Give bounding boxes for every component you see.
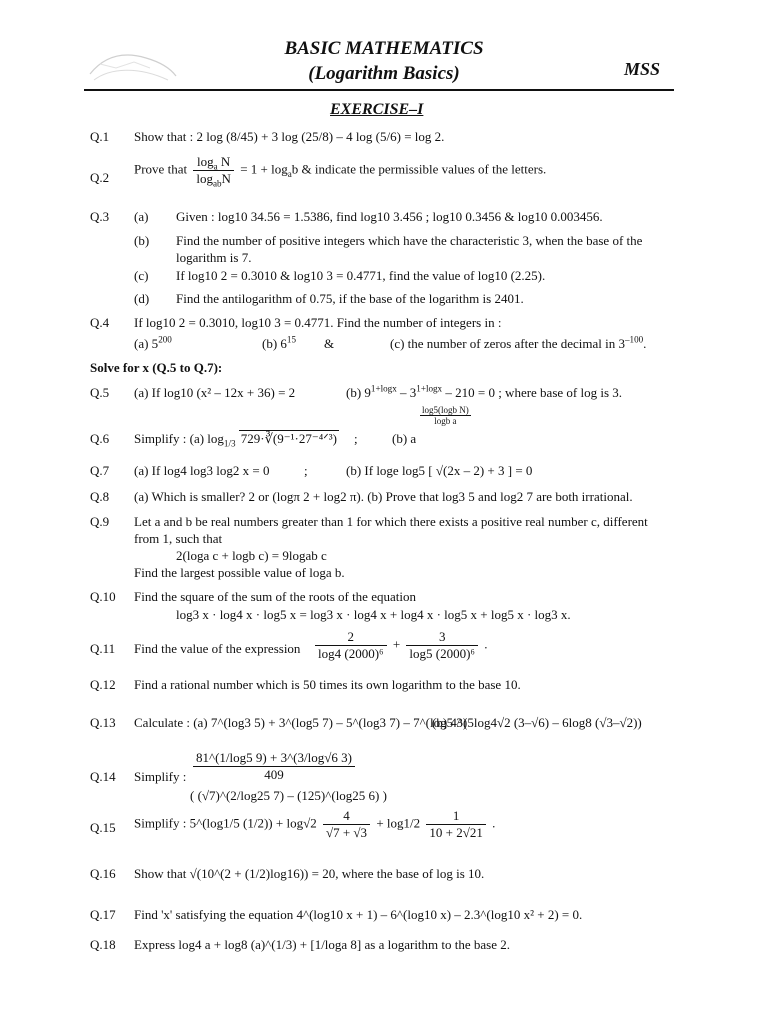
part-b: (b) a [392, 431, 417, 446]
question-label: Q.17 [90, 907, 116, 922]
question-label: Q.13 [90, 715, 116, 730]
part-a: (a) If log10 (x² – 12x + 36) = 2 [134, 385, 296, 400]
part-a: Calculate : (a) 7^(log3 5) + 3^(log5 7) – 5^(log3 7) – 7^(log5 3) [134, 715, 468, 730]
part-a: (a) $5^{200}$ [134, 334, 172, 351]
question-text: Show that √(10^(2 + (1/2)log16)) = 20, where the base of log is 10. [134, 866, 485, 881]
part-a: (a) If log4 log3 log2 x = 0 [134, 463, 270, 478]
question-text: (a) Which is smaller? 2 or (logπ 2 + log2 π). (b) Prove that log3 5 and log2 7 are both irrational. [134, 489, 633, 504]
question-label: Q.5 [90, 385, 110, 400]
question-label: Q.4 [90, 315, 110, 330]
question-text: Find 'x' satisfying the equation 4^(log10 x + 1) – 6^(log10 x) – 2.3^(log10 x² + 2) = 0. [134, 907, 583, 922]
question-text-line4: Find the largest possible value of loga b. [134, 565, 345, 580]
brand-mark: MSS [624, 59, 661, 79]
question-label: Q.14 [90, 769, 116, 784]
part-text: If log10 2 = 0.3010 & log10 3 = 0.4771, find the value of log10 (2.25). [176, 268, 546, 283]
question-label: Q.12 [90, 677, 116, 692]
question-label: Q.3 [90, 209, 110, 224]
question-label: Q.11 [90, 641, 116, 656]
question-label: Q.7 [90, 463, 110, 478]
question-text: Show that : 2 log (8/45) + 3 log (25/8) – 4 log (5/6) = log 2. [134, 129, 445, 144]
bracket-expression: ( (√7)^(2/log25 7) – (125)^(log25 6) ) [190, 788, 387, 803]
question-text: Express log4 a + log8 (a)^(1/3) + [1/loga 8] as a logarithm to the base 2. [134, 937, 511, 952]
question-label: Q.18 [90, 937, 116, 952]
part-b: (b) 4^(5log4√2 (3–√6) – 6log8 (√3–√2)) [432, 715, 642, 730]
question-label: Q.8 [90, 489, 110, 504]
fraction: $\frac{81\^{}(1/\log 5 9) + 3\^{}(3/\log√6 3)}{409}$ [190, 750, 358, 783]
question-text-line1: Let a and b be real numbers greater than 1 for which there exists a positive real number c, different [134, 514, 648, 529]
header-title-line1: BASIC MATHEMATICS [284, 38, 484, 59]
expression: $\frac{2}{\text{log4 (2000)⁶}}$ + $\frac{3}{\text{log5 (2000)⁶}}$ . [312, 629, 487, 662]
part-text: Find the number of positive integers which have the characteristic 3, when the base of the [176, 233, 643, 248]
part-text: Find the antilogarithm of 0.75, if the base of the logarithm is 2401. [176, 291, 524, 306]
part-text-continued: logarithm is 7. [176, 250, 252, 265]
question-label: Q.16 [90, 866, 116, 881]
question-text: Simplify : [134, 769, 187, 784]
logo-sketch [86, 44, 180, 90]
question-label: Q.9 [90, 514, 110, 529]
question-label: Q.15 [90, 820, 116, 835]
part-c: (c) the number of zeros after the decimal in $3^{-100}$. [390, 334, 647, 351]
part-tag: (c) [134, 268, 149, 283]
header-divider [84, 89, 674, 91]
question-equation: 2(loga c + logb c) = 9logab c [176, 548, 327, 563]
question-label: Q.10 [90, 589, 116, 604]
question-label: Q.2 [90, 170, 110, 185]
header-title-line2: (Logarithm Basics) [308, 63, 460, 84]
exercise-title: EXERCISE–I [330, 101, 424, 118]
question-text: Prove that $\frac{\log_a N}{\log_{ab}N}$ = $1 + \log_ab$ & indicate the permissible values of the letters. [134, 154, 547, 189]
question-text: Find the value of the expression [134, 641, 301, 656]
question-label: Q.1 [90, 129, 110, 144]
question-text: If log10 2 = 0.3010, log10 3 = 0.4771. Find the number of integers in : [134, 315, 502, 330]
separator: ; [304, 463, 308, 478]
part-text: Given : log10 34.56 = 1.5386, find log10 3.456 ; log10 0.3456 & log10 0.003456. [176, 209, 603, 224]
part-b: (b) $6^{15}$ [262, 334, 297, 351]
part-tag: (b) [134, 233, 150, 248]
question-equation: log3 x · log4 x · log5 x = log3 x · log4 x + log4 x · log5 x + log5 x · log3 x. [176, 607, 571, 622]
question-label: Q.6 [90, 431, 110, 446]
part-a: Simplify : (a) $\log_{1/3}$ 729·∛(9⁻¹·27⁻⁴ᐟ³) [134, 431, 337, 449]
solve-heading: Solve for x (Q.5 to Q.7): [90, 360, 223, 375]
separator: ; [354, 431, 358, 446]
question-expression: Simplify : 5^(log1/5 (1/2)) + log√2 $\frac{4}{√7 + √3}$ + log1/2 $\frac{1}{10 + 2√21}$ . [134, 808, 496, 840]
question-text: Find a rational number which is 50 times its own logarithm to the base 10. [134, 677, 521, 692]
exponent-fraction: log5(logb N) logb a [422, 405, 469, 426]
fraction: $\frac{\log_a N}{\log_{ab}N}$ [193, 154, 234, 187]
part-tag: (d) [134, 291, 150, 306]
part-tag: (a) [134, 209, 149, 224]
question-text-line1: Find the square of the sum of the roots of the equation [134, 589, 416, 604]
part-b: (b) If loge log5 [ √(2x – 2) + 3 ] = 0 [346, 463, 533, 478]
ampersand: & [324, 336, 335, 351]
question-text-line2: from 1, such that [134, 531, 223, 546]
part-b: (b) $9^{1+logx} - 3^{1+logx} - 210 = 0$ ; where base of log is 3. [346, 383, 623, 400]
